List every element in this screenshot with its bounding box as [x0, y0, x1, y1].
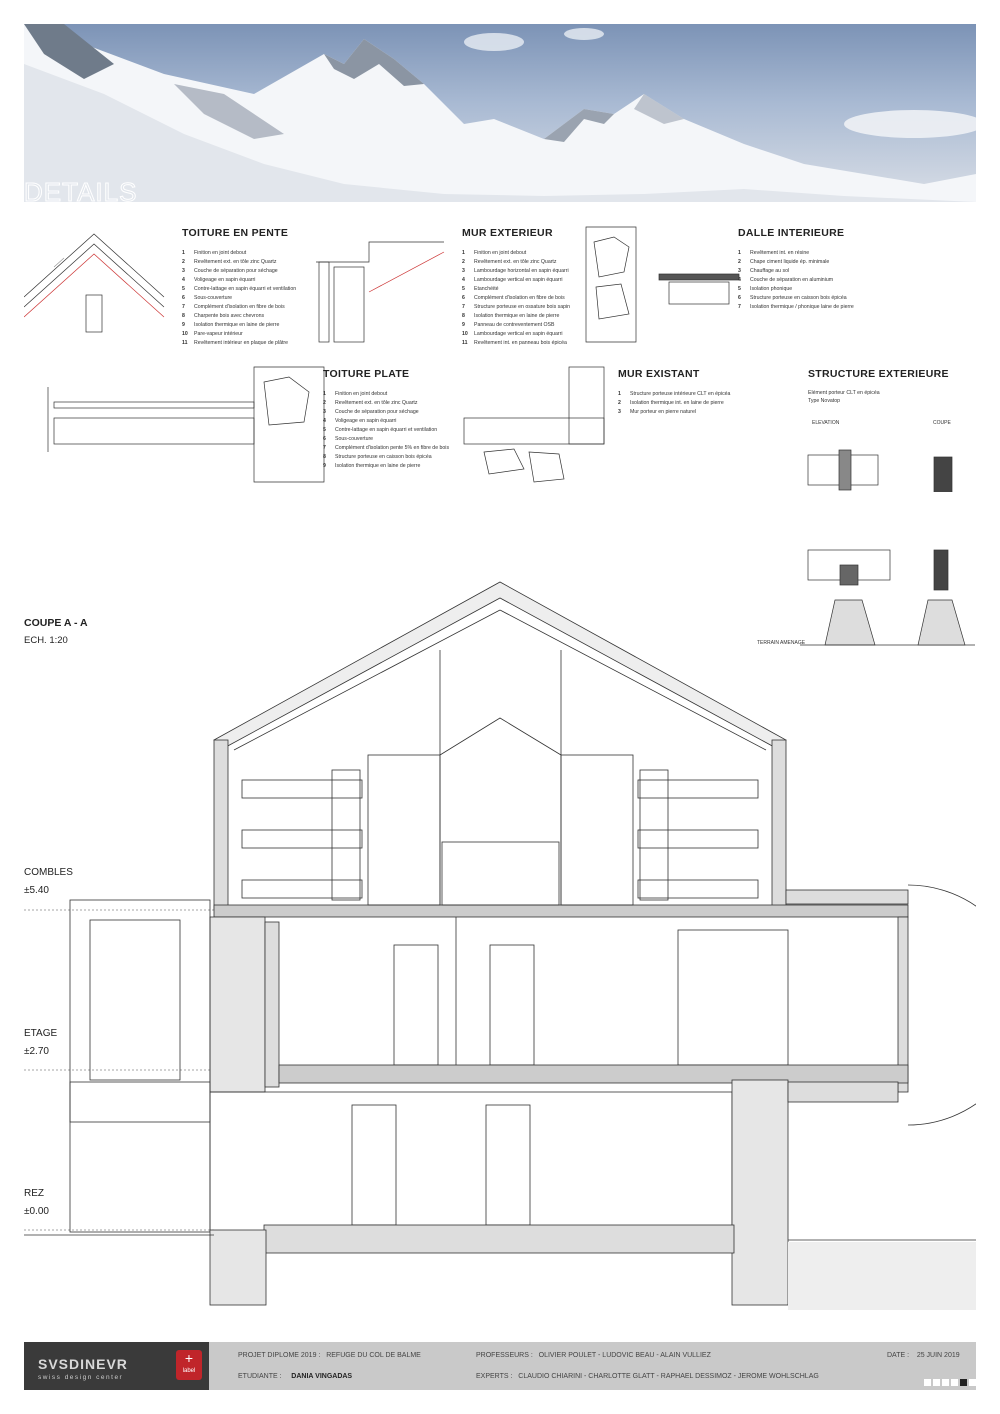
- page-dot: [924, 1379, 931, 1386]
- professeurs-label: PROFESSEURS :: [476, 1352, 533, 1359]
- experts-value: CLAUDIO CHIARINI - CHARLOTTE GLATT - RAPHAEL DESSIMOZ - JEROME WOHLSCHLAG: [518, 1373, 819, 1380]
- detail-item: [462, 339, 612, 348]
- detail-title: STRUCTURE EXTERIEURE: [808, 368, 949, 380]
- detail-item-text: Pare-vapeur intérieur: [194, 331, 243, 337]
- detail-list: [618, 390, 768, 417]
- page-title: DETAILS: [24, 177, 138, 202]
- detail-item-text: Panneau de contreventement OSB: [474, 322, 555, 328]
- logo-badge-label: label: [182, 1368, 196, 1374]
- detail-item: [738, 276, 898, 285]
- detail-item: [738, 285, 898, 294]
- detail-item: [323, 399, 473, 408]
- experts-label: EXPERTS :: [476, 1373, 513, 1380]
- plus-icon: +: [184, 1350, 194, 1366]
- detail-title: TOITURE PLATE: [323, 368, 410, 380]
- detail-item-text: Isolation thermique en laine de pierre: [194, 322, 280, 328]
- detail-item-number: 2: [323, 400, 326, 406]
- mur-existant-drawing: [464, 367, 604, 482]
- date-value: 25 JUIN 2019: [916, 1352, 960, 1359]
- detail-item-number: 2: [462, 259, 465, 265]
- detail-list: [182, 249, 322, 348]
- detail-item-number: 6: [738, 295, 741, 301]
- detail-item-text: Structure porteuse en ossature bois sapin: [474, 304, 571, 310]
- level-name: REZ: [24, 1188, 44, 1199]
- detail-item-number: 4: [738, 277, 741, 283]
- detail-item-number: 8: [323, 454, 326, 460]
- detail-item: [738, 267, 898, 276]
- detail-item-text: Couche de séparation en aluminium: [750, 277, 834, 283]
- detail-item: [182, 249, 322, 258]
- level-value: ±2.70: [24, 1046, 49, 1057]
- detail-item-number: 2: [618, 400, 621, 406]
- detail-item-number: 9: [462, 322, 465, 328]
- detail-item-text: Revêtement int. en résine: [750, 250, 810, 256]
- logo-text: SVSDINEVR: [38, 1356, 128, 1372]
- page-indicator: [924, 1373, 978, 1391]
- footer-experts: [476, 1373, 819, 1380]
- detail-mur-exterieur: [462, 227, 612, 348]
- detail-item: [462, 267, 612, 276]
- detail-item-number: 10: [462, 331, 468, 337]
- detail-item-number: 7: [462, 304, 465, 310]
- detail-mur-existant: [618, 368, 768, 417]
- detail-item-number: 10: [182, 331, 188, 337]
- detail-title: MUR EXISTANT: [618, 368, 700, 380]
- level-value: ±0.00: [24, 1206, 49, 1217]
- detail-item: [323, 408, 473, 417]
- footer-etudiante: [238, 1373, 352, 1380]
- structure-line-2: Type Novatop: [808, 398, 841, 404]
- detail-item-text: Isolation thermique / phonique laine de pierre: [750, 304, 854, 310]
- detail-item-text: Revêtement intérieur en plaque de plâtre: [194, 340, 289, 346]
- etudiante-label: ETUDIANTE :: [238, 1373, 282, 1380]
- date-label: DATE :: [887, 1352, 910, 1359]
- footer-professeurs: [476, 1352, 711, 1359]
- detail-item: [618, 399, 768, 408]
- detail-item: [182, 276, 322, 285]
- detail-item: [462, 312, 612, 321]
- detail-item: [182, 285, 322, 294]
- detail-item-text: Lambourdage horizontal en sapin équarri: [474, 268, 569, 274]
- detail-item-text: Chauffage au sol: [750, 268, 790, 274]
- detail-item-number: 4: [182, 277, 185, 283]
- label-coupe: COUPE: [933, 420, 951, 426]
- detail-title: MUR EXTERIEUR: [462, 227, 553, 239]
- page-dot: [942, 1379, 949, 1386]
- detail-item: [182, 294, 322, 303]
- detail-list: [462, 249, 612, 348]
- detail-toiture-pente: [182, 227, 322, 348]
- footer-date: [887, 1352, 960, 1359]
- detail-structure-exterieure: [808, 368, 968, 405]
- label-elevation: ELEVATION: [812, 420, 840, 426]
- detail-list: [738, 249, 898, 312]
- detail-item: [182, 258, 322, 267]
- detail-item-number: 4: [462, 277, 465, 283]
- detail-toiture-plate: [323, 368, 473, 471]
- detail-item-text: Finition en joint debout: [335, 391, 388, 397]
- detail-item-text: Etanchéité: [474, 286, 499, 292]
- logo-subtitle: swiss design center: [38, 1374, 124, 1381]
- toiture-plate-drawing: [48, 367, 324, 482]
- detail-item-number: 9: [182, 322, 185, 328]
- detail-item: [462, 276, 612, 285]
- detail-item-number: 9: [323, 463, 326, 469]
- section-title: COUPE A - A: [24, 617, 88, 629]
- detail-item-number: 5: [323, 427, 326, 433]
- mountain-illustration: [24, 24, 976, 202]
- detail-item-number: 2: [738, 259, 741, 265]
- detail-item-number: 4: [323, 418, 326, 424]
- detail-item: [738, 258, 898, 267]
- detail-item-number: 6: [323, 436, 326, 442]
- detail-item-number: 5: [462, 286, 465, 292]
- structure-exterieure-drawing: [808, 450, 952, 492]
- detail-item-number: 11: [462, 340, 468, 346]
- logo-block: [24, 1342, 209, 1390]
- hero-mountain-photo: [24, 24, 976, 202]
- page-dot: [960, 1379, 967, 1386]
- detail-item-number: 1: [738, 250, 741, 256]
- detail-item: [738, 294, 898, 303]
- detail-item-text: Couche de séparation pour séchage: [194, 268, 278, 274]
- detail-item-number: 3: [182, 268, 185, 274]
- detail-item-text: Charpente bois avec chevrons: [194, 313, 265, 319]
- page-dot: [969, 1379, 976, 1386]
- level-name: COMBLES: [24, 867, 73, 878]
- page-dot: [933, 1379, 940, 1386]
- detail-item: [182, 330, 322, 339]
- detail-item: [323, 435, 473, 444]
- detail-item-text: Structure porteuse intérieure CLT en épicéa: [630, 391, 731, 397]
- detail-item-text: Isolation thermique int. en laine de pierre: [630, 400, 724, 406]
- projet-value: REFUGE DU COL DE BALME: [326, 1352, 421, 1359]
- detail-title: TOITURE EN PENTE: [182, 227, 289, 239]
- detail-item: [182, 321, 322, 330]
- detail-item: [738, 303, 898, 312]
- section-drawing: [24, 570, 976, 1310]
- detail-item: [182, 312, 322, 321]
- detail-item-text: Contre-lattage en sapin équarri et ventilation: [335, 427, 438, 433]
- detail-item: [462, 330, 612, 339]
- detail-item-number: 5: [738, 286, 741, 292]
- detail-item: [323, 453, 473, 462]
- detail-item: [323, 444, 473, 453]
- detail-item-text: Finition en joint debout: [194, 250, 247, 256]
- detail-item-text: Voligeage en sapin équarri: [194, 277, 256, 283]
- detail-item-text: Isolation phonique: [750, 286, 793, 292]
- detail-item-text: Sous-couverture: [194, 295, 233, 301]
- detail-item: [462, 258, 612, 267]
- detail-item-number: 5: [182, 286, 185, 292]
- structure-line-1: Elément porteur CLT en épicéa: [808, 390, 880, 396]
- section-scale: ECH. 1:20: [24, 635, 68, 646]
- detail-item: [323, 462, 473, 471]
- detail-item: [738, 249, 898, 258]
- detail-item-text: Lambourdage vertical en sapin équarri: [474, 331, 563, 337]
- detail-item: [182, 267, 322, 276]
- detail-item-text: Chape ciment liquide ép. minimale: [750, 259, 830, 265]
- detail-item-text: Voligeage en sapin équarri: [335, 418, 397, 424]
- logo-badge: [176, 1350, 202, 1380]
- detail-item-text: Sous-couverture: [335, 436, 374, 442]
- detail-item-number: 8: [182, 313, 185, 319]
- detail-item-number: 1: [323, 391, 326, 397]
- detail-item-number: 7: [323, 445, 326, 451]
- detail-item-number: 3: [462, 268, 465, 274]
- detail-item-number: 7: [182, 304, 185, 310]
- detail-item-number: 6: [182, 295, 185, 301]
- detail-title: DALLE INTERIEURE: [738, 227, 845, 239]
- detail-item-text: Isolation thermique en laine de pierre: [335, 463, 421, 469]
- detail-item-number: 3: [618, 409, 621, 415]
- detail-item-text: Finition en joint debout: [474, 250, 527, 256]
- detail-item-text: Revêtement ext. en tôle zinc Quartz: [194, 259, 277, 265]
- detail-item-text: Complément d'isolation pente 5% en fibre de bois: [335, 445, 450, 451]
- detail-item-number: 2: [182, 259, 185, 265]
- detail-item: [323, 417, 473, 426]
- footer-projet: [238, 1352, 421, 1359]
- detail-item: [462, 249, 612, 258]
- detail-item: [182, 339, 322, 348]
- detail-item-text: Lambourdage vertical en sapin équarri: [474, 277, 563, 283]
- detail-item: [462, 285, 612, 294]
- detail-item-text: Mur porteur en pierre naturel: [630, 409, 697, 415]
- level-value: ±5.40: [24, 885, 49, 896]
- toiture-pente-drawing: [24, 234, 164, 332]
- detail-item-text: Complément d'isolation en fibre de bois: [474, 295, 565, 301]
- detail-item: [618, 408, 768, 417]
- detail-item-number: 6: [462, 295, 465, 301]
- detail-item: [462, 294, 612, 303]
- detail-item-number: 3: [323, 409, 326, 415]
- detail-item-text: Revêtement ext. en tôle zinc Quartz: [474, 259, 557, 265]
- detail-item-text: Complément d'isolation en fibre de bois: [194, 304, 285, 310]
- label-terrain: TERRAIN AMENAGE: [757, 640, 806, 646]
- detail-item: [182, 303, 322, 312]
- detail-item: [323, 390, 473, 399]
- detail-item-text: Isolation thermique en laine de pierre: [474, 313, 560, 319]
- level-name: ETAGE: [24, 1028, 58, 1039]
- detail-item: [462, 321, 612, 330]
- professeurs-value: OLIVIER POULET - LUDOVIC BEAU - ALAIN VULLIEZ: [538, 1352, 711, 1359]
- detail-item: [323, 426, 473, 435]
- detail-item-number: 1: [618, 391, 621, 397]
- mur-exterieur-drawing: [316, 242, 444, 342]
- detail-list: [323, 390, 473, 471]
- etudiante-value: DANIA VINGADAS: [291, 1373, 353, 1380]
- detail-item-text: Couche de séparation pour séchage: [335, 409, 419, 415]
- detail-item-text: Revêtement int. en panneau bois épicéa: [474, 340, 567, 346]
- page-dot: [951, 1379, 958, 1386]
- detail-item-number: 1: [182, 250, 185, 256]
- detail-item-number: 3: [738, 268, 741, 274]
- detail-item-number: 1: [462, 250, 465, 256]
- detail-item-text: Contre-lattage en sapin équarri et ventilation: [194, 286, 297, 292]
- projet-label: PROJET DIPLOME 2019 :: [238, 1352, 321, 1359]
- detail-item-text: Structure porteuse en caisson bois épicéa: [335, 454, 432, 460]
- detail-item: [462, 303, 612, 312]
- detail-dalle-interieure: [738, 227, 898, 312]
- detail-item: [618, 390, 768, 399]
- detail-item-number: 11: [182, 340, 188, 346]
- detail-item-number: 7: [738, 304, 741, 310]
- detail-item-text: Revêtement ext. en tôle zinc Quartz: [335, 400, 418, 406]
- detail-item-text: Structure porteuse en caisson bois épicéa: [750, 295, 847, 301]
- detail-item-number: 8: [462, 313, 465, 319]
